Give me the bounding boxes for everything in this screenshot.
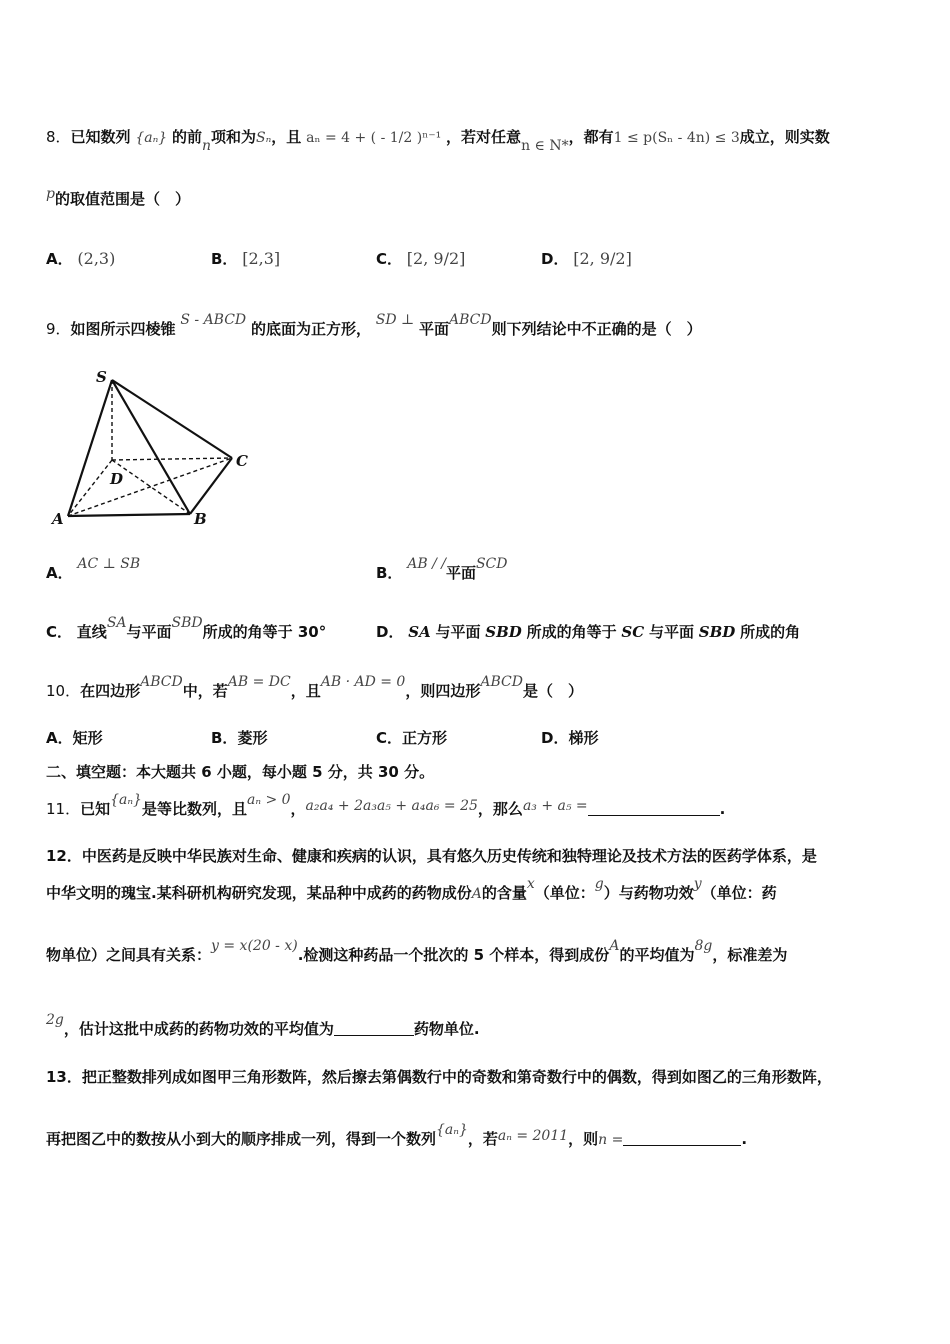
vertex-c: C <box>236 452 248 470</box>
q12-line3: 物单位）之间具有关系：y = x(20 - x).检测这种药品一个批次的 5 个样本，得到成份A的平均值为8g，标准差为 <box>46 938 788 964</box>
pyramid-hidden-edges <box>68 380 232 516</box>
q9-option-c[interactable]: C． 直线SA与平面SBD所成的角等于 30° <box>46 615 327 641</box>
q10-line1: 10．在四边形ABCD中，若AB = DC，且AB · AD = 0，则四边形ABCD是（ ） <box>46 674 583 700</box>
pyramid-solid-edges <box>68 380 232 516</box>
q8-option-c[interactable]: C． [2, 9/2] <box>376 249 466 268</box>
q13-answer-blank[interactable] <box>623 1129 741 1146</box>
q8-option-a[interactable]: A． (2,3) <box>46 249 116 268</box>
q8-condition: n ∈ N* <box>521 138 569 154</box>
q10-option-b[interactable]: B．菱形 <box>211 729 268 747</box>
q8-formula: aₙ = 4 + ( - 1/2 )ⁿ⁻¹ <box>306 130 442 146</box>
section-2-heading: 二、填空题：本大题共 6 小题，每小题 5 分，共 30 分。 <box>46 763 435 781</box>
q13-line2: 再把图乙中的数按从小到大的顺序排成一列，得到一个数列{aₙ}，若aₙ = 2011，则n = . <box>46 1122 748 1148</box>
q10-option-d[interactable]: D．梯形 <box>541 729 599 747</box>
q11-line1: 11．已知{aₙ}是等比数列，且aₙ > 0，a₂a₄ + 2a₃a₅ + a₄a₆ = 25，那么a₃ + a₅ = . <box>46 792 726 818</box>
q8-seq: {aₙ} <box>135 130 168 146</box>
q9-option-d[interactable]: D． SA 与平面 SBD 所成的角等于 SC 与平面 SBD 所成的角 <box>376 623 801 641</box>
q8-option-d[interactable]: D． [2, 9/2] <box>541 249 632 268</box>
q9-line1: 9．如图所示四棱锥 S - ABCD 的底面为正方形， SD ⊥ 平面ABCD则下列结论中不正确的是（ ） <box>46 312 702 338</box>
q10-number: 10． <box>46 682 81 700</box>
vertex-b: B <box>194 510 207 528</box>
q13-line1: 13．把正整数排列成如图甲三角形数阵，然后擦去第偶数行中的奇数和第奇数行中的偶数，得到如图乙的三角形数阵， <box>46 1068 832 1086</box>
vertex-s: S <box>96 368 107 386</box>
q9-option-a[interactable]: A． AC ⊥ SB <box>46 556 141 582</box>
q11-answer-blank[interactable] <box>588 799 720 816</box>
q11-number: 11． <box>46 800 81 818</box>
vertex-a: A <box>52 510 64 528</box>
pyramid-figure <box>50 362 270 532</box>
q12-answer-blank[interactable] <box>334 1019 414 1036</box>
vertex-d: D <box>110 470 124 488</box>
q12-line2: 中华文明的瑰宝.某科研机构研究发现，某品种中成药的药物成份A的含量x（单位：g）与药物功效y（单位：药 <box>46 876 777 902</box>
q8-inequality: 1 ≤ p(Sₙ - 4n) ≤ 3 <box>613 130 740 146</box>
q8-option-b[interactable]: B． [2,3] <box>211 249 281 268</box>
q10-option-a[interactable]: A．矩形 <box>46 729 103 747</box>
q12-line4: 2g，估计这批中成药的药物功效的平均值为 药物单位. <box>46 1012 480 1038</box>
q12-function: y = x(20 - x) <box>211 938 298 954</box>
q8-number: 8． <box>46 128 71 146</box>
q9-option-b[interactable]: B． AB / /平面SCD <box>376 556 508 582</box>
q12-line1: 12．中医药是反映中华民族对生命、健康和疾病的认识，具有悠久历史传统和独特理论及技术方法的医药学体系，是 <box>46 847 817 865</box>
q9-number: 9． <box>46 320 71 338</box>
q8-line2: p的取值范围是（ ） <box>46 186 190 208</box>
q8-line1: 8．已知数列 {aₙ} 的前n项和为Sₙ，且 aₙ = 4 + ( - 1/2 )ⁿ⁻¹ ，若对任意n ∈ N*，都有1 ≤ p(Sₙ - 4n) ≤ 3成立，则实数 <box>46 128 830 154</box>
q10-option-c[interactable]: C．正方形 <box>376 729 448 747</box>
